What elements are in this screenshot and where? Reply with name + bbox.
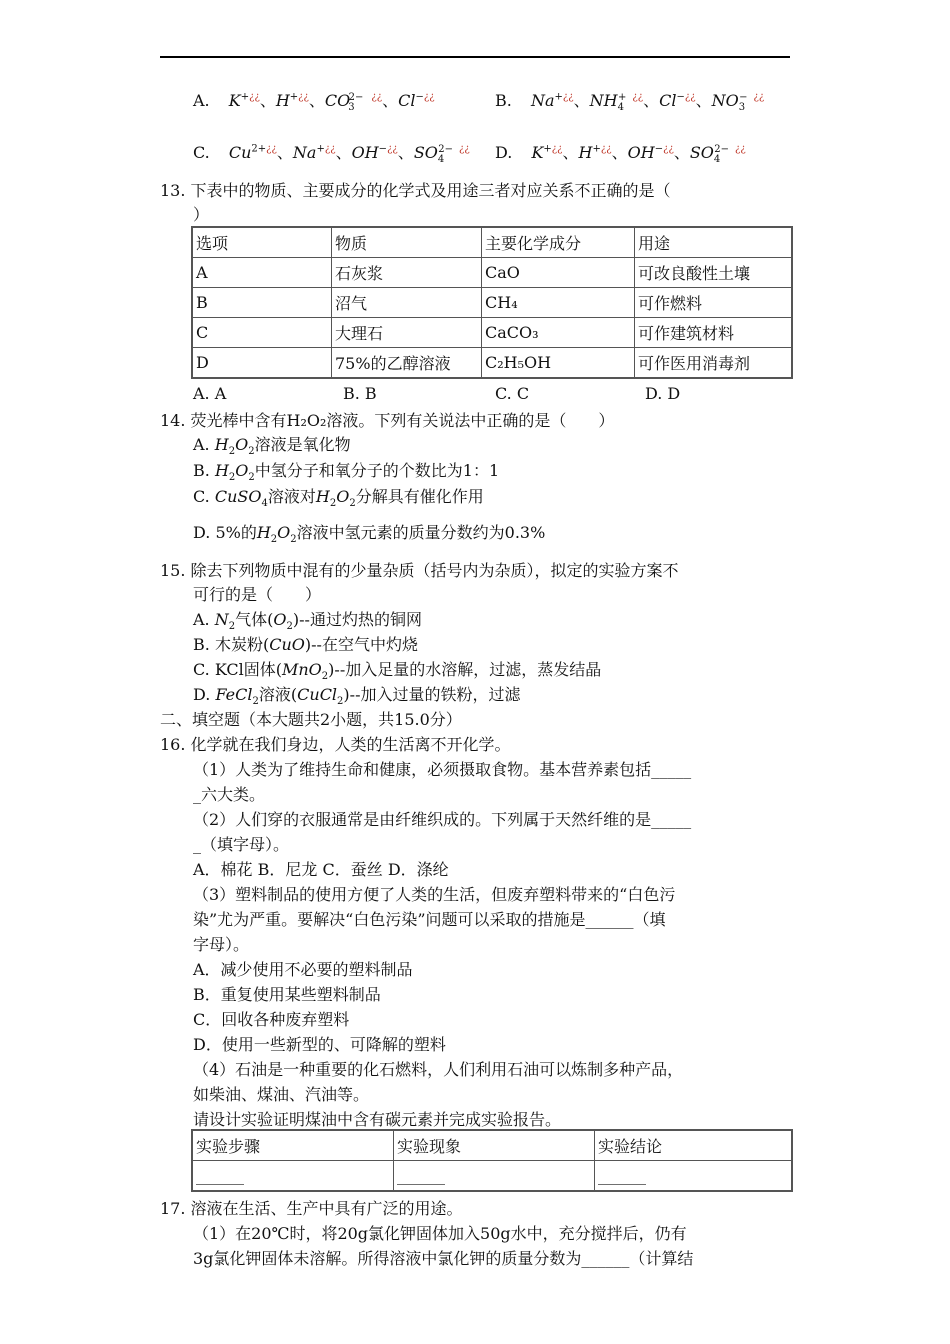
answer-blank: ______ — [196, 1166, 244, 1185]
table-row — [192, 348, 792, 379]
option-text: KCl固体 — [214, 660, 276, 679]
option-letter: B. — [193, 635, 215, 654]
q17-p1a: （1）在20℃时，将20g氯化钾固体加入50g水中，充分搅拌后，仍有 — [193, 1224, 687, 1243]
q15-option-d: D. FeCl$_2$溶液(CuCl$_2$)--加入过量的铁粉，过滤 — [193, 685, 521, 708]
answer-blank-cell[interactable] — [192, 1161, 394, 1192]
option-text: 分解具有催化作用 — [355, 487, 484, 506]
table-row — [192, 318, 792, 348]
option-text: --加入过量的铁粉，过滤 — [349, 685, 521, 704]
option-text: 溶液 — [258, 685, 291, 704]
q16-p3-option-d: D．使用一些新型的、可降解的塑料 — [193, 1035, 446, 1054]
option-letter: B. — [193, 461, 215, 480]
q16-p3c: 字母）。 — [193, 935, 250, 954]
table-row — [192, 1161, 792, 1192]
q16-p3-option-b: B．重复使用某些塑料制品 — [193, 985, 381, 1004]
table-row — [192, 288, 792, 318]
table-header-row — [192, 227, 792, 258]
section-title: 二、填空题（本大题共2小题，共15.0分） — [160, 710, 462, 729]
q16-p2b: _（填字母）。 — [193, 835, 290, 854]
option-letter: A. — [193, 610, 215, 629]
table-cell: 大理石 — [332, 318, 482, 348]
q16-p3-option-a: A．减少使用不必要的塑料制品 — [193, 960, 413, 979]
q17-p1b: 3g氯化钾固体未溶解。所得溶液中氯化钾的质量分数为______（计算结 — [193, 1249, 694, 1268]
q13-stem-close: ） — [193, 205, 210, 224]
option-letter: D. — [193, 523, 216, 542]
q13-option-d: D. D — [645, 384, 681, 403]
q15-stem-cont: 可行的是（ ） — [193, 585, 322, 604]
table-header-cell: 用途 — [635, 227, 793, 258]
q15-stem: 15. 除去下列物质中混有的少量杂质（括号内为杂质），拟定的实验方案不 — [160, 561, 679, 580]
q13-option-b: B. B — [343, 384, 377, 403]
q16-p4c: 请设计实验证明煤油中含有碳元素并完成实验报告。 — [193, 1110, 562, 1129]
q14-option-b: B. $H_2O_2$中氢分子和氧分子的个数比为1：1 — [193, 461, 500, 484]
table-cell: A — [192, 258, 332, 288]
option-text: 木炭粉 — [214, 635, 263, 654]
q16-p1a: （1）人类为了维持生命和健康，必须摄取食物。基本营养素包括_____ — [193, 760, 692, 779]
table-header-cell: 选项 — [192, 227, 332, 258]
table-header-row — [192, 1130, 792, 1161]
table-cell: 可改良酸性土壤 — [635, 258, 793, 288]
q16-p2a: （2）人们穿的衣服通常是由纤维织成的。下列属于天然纤维的是_____ — [193, 810, 692, 829]
q13-table — [191, 226, 793, 379]
q12-option-c: C. $Cu^{2+¿¿}$、Na+¿¿、OH−¿¿、$SO_4^{2-}$ ¿¿ — [193, 143, 470, 166]
q16-p4a: （4）石油是一种重要的化石燃料，人们利用石油可以炼制多种产品， — [193, 1060, 684, 1079]
table-cell: 可作建筑材料 — [635, 318, 793, 348]
table-row — [192, 258, 792, 288]
table-cell: 75%的乙醇溶液 — [332, 348, 482, 379]
table-cell: CaO — [482, 258, 635, 288]
answer-blank-cell[interactable] — [394, 1161, 595, 1192]
option-letter: C. — [193, 143, 210, 162]
answer-blank: ______ — [598, 1166, 646, 1185]
option-text: 气体 — [235, 610, 268, 629]
q14-option-a: A. $H_2O_2$溶液是氧化物 — [193, 435, 351, 458]
table-header-cell: 主要化学成分 — [482, 227, 635, 258]
option-letter: C. — [193, 660, 215, 679]
option-text: --加入足量的水溶解，过滤，蒸发结晶 — [334, 660, 602, 679]
table-cell: D — [192, 348, 332, 379]
q15-option-b: B. 木炭粉(CuO)--在空气中灼烧 — [193, 635, 418, 654]
option-text: 溶液是氧化物 — [254, 435, 351, 454]
q13-option-a: A. A — [193, 384, 227, 403]
q16-p2-options: A．棉花 B．尼龙 C．蚕丝 D．涤纶 — [193, 860, 449, 879]
option-letter: C. — [193, 487, 215, 506]
q16-p3-option-c: C．回收各种废弃塑料 — [193, 1010, 350, 1029]
option-text: 溶液对 — [267, 487, 316, 506]
table-header-cell: 实验步骤 — [192, 1130, 394, 1161]
option-text: --在空气中灼烧 — [311, 635, 418, 654]
option-text: --通过灼热的铜网 — [299, 610, 422, 629]
option-letter: D. — [495, 143, 513, 162]
answer-blank-cell[interactable] — [595, 1161, 793, 1192]
header-rule — [160, 56, 790, 58]
q13-stem: 13. 下表中的物质、主要成分的化学式及用途三者对应关系不正确的是（ — [160, 181, 671, 200]
option-text: 5%的 — [215, 523, 257, 542]
table-cell: 可作燃料 — [635, 288, 793, 318]
table-cell: 可作医用消毒剂 — [635, 348, 793, 379]
experiment-report-table — [191, 1129, 793, 1192]
table-cell: C — [192, 318, 332, 348]
option-letter: D. — [193, 685, 216, 704]
separator: 、 — [259, 91, 276, 110]
table-cell: 沼气 — [332, 288, 482, 318]
q12-option-a: A. K+¿¿、H+¿¿、$CO_3^{2-}$ ¿¿、Cl−¿¿ — [193, 91, 435, 114]
table-header-cell: 实验结论 — [595, 1130, 793, 1161]
q16-p1b: _六大类。 — [193, 785, 266, 804]
option-letter: A. — [193, 91, 210, 110]
q14-option-c: C. CuSO$_4$溶液对$H_2O_2$分解具有催化作用 — [193, 487, 484, 510]
artifact-mark: ¿¿ — [249, 91, 260, 103]
table-cell: B — [192, 288, 332, 318]
table-header-cell: 物质 — [332, 227, 482, 258]
option-letter: A. — [193, 435, 215, 454]
option-text: 中氢分子和氧分子的个数比为1：1 — [254, 461, 500, 480]
q16-p4b: 如柴油、煤油、汽油等。 — [193, 1085, 370, 1104]
q15-option-c: C. KCl固体(MnO$_2$)--加入足量的水溶解，过滤，蒸发结晶 — [193, 660, 602, 683]
answer-blank: ______ — [397, 1166, 445, 1185]
option-letter: B. — [495, 91, 512, 110]
table-cell: CaCO₃ — [482, 318, 635, 348]
q16-stem: 16. 化学就在我们身边，人类的生活离不开化学。 — [160, 735, 511, 754]
q12-option-d: D. K+¿¿、H+¿¿、OH−¿¿、$SO_4^{2-}$ ¿¿ — [495, 143, 746, 166]
table-cell: CH₄ — [482, 288, 635, 318]
q16-p3a: （3）塑料制品的使用方便了人类的生活，但废弃塑料带来的“白色污 — [193, 885, 676, 904]
q15-option-a: A. $N_2$气体$(O_2)--$通过灼热的铜网 — [193, 610, 422, 633]
q17-stem: 17. 溶液在生活、生产中具有广泛的用途。 — [160, 1199, 463, 1218]
option-text: 溶液中氢元素的质量分数约为0.3% — [296, 523, 546, 542]
q12-option-b: B. Na+¿¿、$NH_4^+$ ¿¿、Cl−¿¿、$NO_3^-$ ¿¿ — [495, 91, 765, 114]
table-header-cell: 实验现象 — [394, 1130, 595, 1161]
q16-p3b: 染”尤为严重。要解决“白色污染”问题可以采取的措施是______（填 — [193, 910, 666, 929]
q14-stem: 14. 荧光棒中含有H₂O₂溶液。下列有关说法中正确的是（ ） — [160, 411, 615, 430]
table-cell: C₂H₅OH — [482, 348, 635, 379]
q13-option-c: C. C — [495, 384, 530, 403]
q14-option-d: D. 5%的$H_2O_2$溶液中氢元素的质量分数约为0.3% — [193, 523, 546, 546]
table-cell: 石灰浆 — [332, 258, 482, 288]
